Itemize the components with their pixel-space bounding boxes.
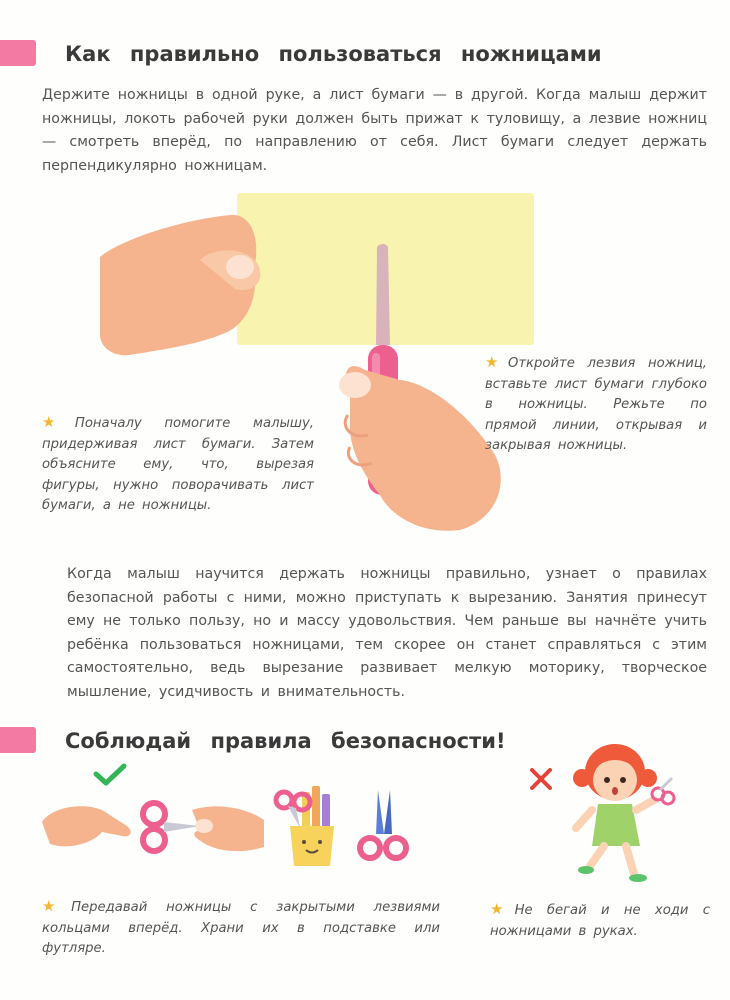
caption-open-blades: ★ Откройте лезвия ножниц, вставьте лист бумаги глубоко в ножницы. Режьте по прямой линии, открывая и закрывая ножницы. <box>485 353 707 453</box>
caption-passing-scissors: ★ Передавай ножницы с закрытыми лезвиями кольцами вперёд. Храни их в подставке или футляре. <box>42 897 440 956</box>
illustration-passing-scissors <box>42 792 267 862</box>
scissors-blade <box>376 244 390 345</box>
caption-dont-run: ★ Не бегай и не ходи с ножницами в руках. <box>490 900 711 939</box>
caption-help-child: ★ Поначалу помогите малышу, придерживая лист бумаги. Затем объясните ему, что, вырезая фигуры, нужно поворачивать лист бумаги, а не ножницы. <box>42 413 314 513</box>
cross-mark-icon <box>528 766 554 792</box>
star-icon: ★ <box>490 900 511 918</box>
section-marker <box>0 40 36 66</box>
open-hand <box>42 806 131 846</box>
illustration-running-girl <box>560 738 675 888</box>
section-marker <box>0 727 36 753</box>
section-title: Как правильно пользоваться ножницами <box>65 42 602 66</box>
cup <box>290 826 334 866</box>
section-title: Соблюдай правила безопасности! <box>65 729 506 753</box>
scissors-icon <box>143 803 200 851</box>
illustration-scissors-holder <box>272 780 347 872</box>
star-icon: ★ <box>42 413 71 431</box>
star-icon: ★ <box>42 897 68 915</box>
star-icon: ★ <box>485 353 504 371</box>
intro-paragraph: Держите ножницы в одной руке, а лист бумаги — в другой. Когда малыш держит ножницы, локоть рабочей руки должен быть прижат к туловищу, а лезвие ножниц — смотреть вперёд, по направлению от себя. Лист бумаги следует держать перпендикулярно ножницам. <box>42 87 707 174</box>
scissors-icon <box>356 786 411 866</box>
check-mark-icon <box>93 763 127 787</box>
body-paragraph: Когда малыш научится держать ножницы правильно, узнает о правилах безопасной работы с ними, можно приступать к вырезанию. Занятия принесут ему не только пользу, но и массу удовольствия. Чем раньше вы начнёте учить ребёнка пользоваться ножницами, тем скорее он станет справляться с этим самостоятельно, ведь вырезание развивает мелкую моторику, творческое мышление, усидчивость и внимательность. <box>67 566 707 700</box>
